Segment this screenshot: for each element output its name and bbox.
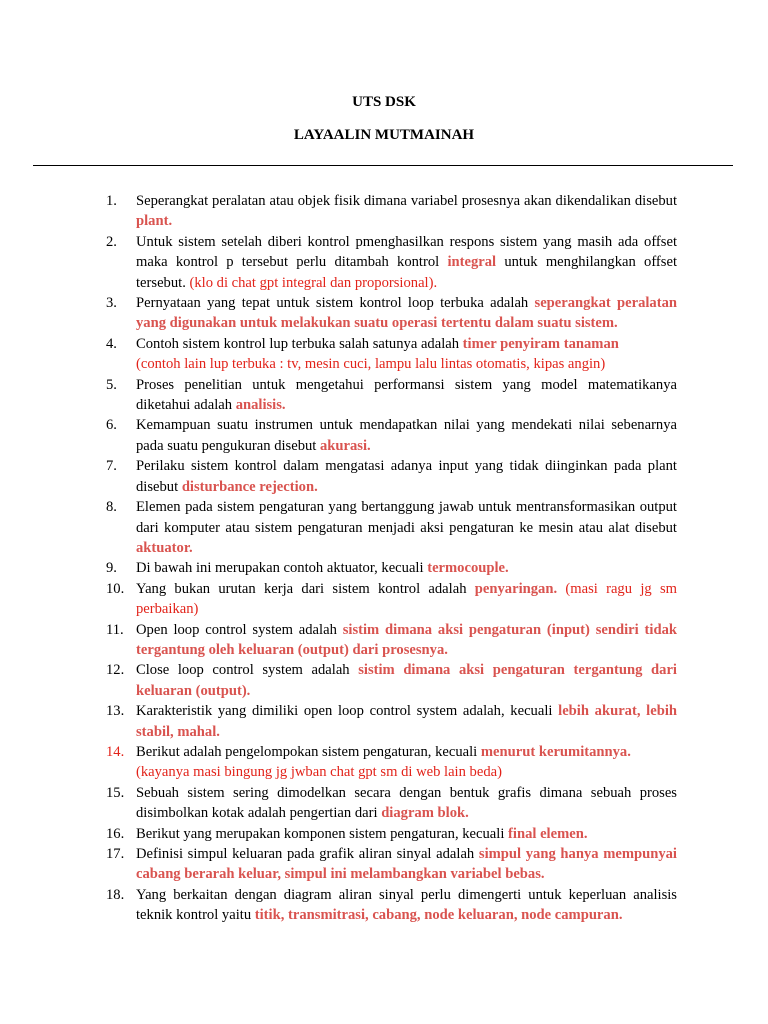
- document-title: UTS DSK: [352, 94, 416, 110]
- question-text: Seperangkat peralatan atau objek fisik dimana variabel prosesnya akan dikendalikan disebut: [136, 193, 677, 209]
- question-text: Definisi simpul keluaran pada grafik aliran sinyal adalah: [136, 846, 479, 862]
- list-item: [106, 620, 677, 661]
- list-item: [106, 293, 677, 334]
- answer-text: plant.: [136, 213, 173, 230]
- answer-text: aktuator.: [136, 539, 193, 556]
- item-number: 15.: [106, 784, 125, 801]
- item-number: 9.: [106, 560, 117, 577]
- question-text: Pernyataan yang tepat untuk sistem kontrol loop terbuka adalah: [136, 295, 535, 312]
- question-text: Untuk sistem setelah diberi kontrol pmenghasilkan respons sistem yang masih ada offset maka kontrol p tersebut perlu ditambah kontrol: [136, 233, 677, 271]
- list-item: [106, 375, 677, 416]
- question-text: Kemampuan suatu instrumen untuk mendapatkan nilai yang mendekati nilai sebenarnya pada suatu pengukuran disebut: [136, 417, 677, 454]
- answer-text: termocouple.: [427, 560, 509, 577]
- question-text: Open loop control system adalah: [136, 621, 343, 638]
- list-item: [106, 334, 677, 375]
- item-number: 4.: [106, 335, 117, 352]
- list-item: [106, 701, 677, 742]
- list-item: [106, 742, 677, 783]
- list-item: [106, 660, 677, 701]
- list-item: [106, 783, 677, 824]
- item-number: 12.: [106, 662, 125, 679]
- note-text: (klo di chat gpt integral dan proporsional).: [189, 274, 438, 291]
- item-number: 13.: [106, 703, 125, 720]
- item-number: 8.: [106, 499, 117, 516]
- answer-text: seperangkat peralatan yang digunakan untuk melakukan suatu operasi tertentu dalam suatu sistem.: [136, 295, 677, 332]
- answer-text: sistim dimana aksi pengaturan (input) sendiri tidak tergantung oleh keluaran (output) dari prosesnya.: [136, 621, 677, 658]
- answer-text: sistim dimana aksi pengaturan tergantung dari keluaran (output).: [136, 662, 677, 699]
- question-text: untuk menghilangkan offset tersebut.: [136, 254, 677, 291]
- list-item: [106, 497, 677, 558]
- item-number: 17.: [106, 846, 125, 862]
- question-text: Di bawah ini merupakan contoh aktuator, kecuali: [136, 560, 428, 577]
- item-number: 14.: [106, 743, 125, 760]
- item-number: 11.: [106, 621, 124, 638]
- answer-text: penyaringan.: [474, 580, 558, 597]
- document-author: LAYAALIN MUTMAINAH: [293, 127, 475, 143]
- question-text: Perilaku sistem kontrol dalam mengatasi adanya input yang tidak diinginkan pada plant disebut: [136, 458, 677, 495]
- item-number: 7.: [106, 458, 117, 475]
- question-text: Berikut yang merupakan komponen sistem pengaturan, kecuali: [136, 825, 509, 842]
- item-number: 6.: [106, 417, 117, 434]
- answer-text: akurasi.: [320, 437, 371, 454]
- item-number: 2.: [106, 233, 117, 250]
- list-item: [106, 579, 677, 620]
- answer-text: lebih akurat, lebih stabil, mahal.: [136, 703, 677, 740]
- question-list: [106, 191, 677, 926]
- answer-text: menurut kerumitannya.: [480, 743, 631, 760]
- question-text: Berikut adalah pengelompokan sistem pengaturan, kecuali: [136, 743, 481, 760]
- answer-text: timer penyiram tanaman: [462, 335, 619, 352]
- answer-text: final elemen.: [508, 825, 588, 842]
- question-text: Sebuah sistem sering dimodelkan secara dengan bentuk grafis dimana sebuah proses disimbolkan kotak adalah pengertian dari: [136, 784, 677, 822]
- list-item: [106, 885, 677, 926]
- list-item: [106, 558, 677, 578]
- list-item: [106, 456, 677, 497]
- note-text: (masi ragu jg sm perbaikan): [136, 580, 677, 618]
- question-text: Close loop control system adalah: [136, 662, 359, 679]
- answer-text: analisis.: [235, 397, 286, 414]
- item-number: 16.: [106, 825, 125, 842]
- question-text: Elemen pada sistem pengaturan yang bertanggung jawab untuk mentransformasikan output dari komputer atau sistem pengaturan menjadi aksi pengaturan ke mesin atau alat disebut: [136, 499, 677, 536]
- list-item: [106, 232, 677, 293]
- question-text: Karakteristik yang dimiliki open loop control system adalah, kecuali: [136, 703, 559, 720]
- item-number: 1.: [106, 193, 117, 209]
- question-text: Proses penelitian untuk mengetahui performansi sistem yang model matematikanya diketahui adalah: [136, 376, 677, 414]
- item-number: 10.: [106, 580, 125, 597]
- question-text: Contoh sistem kontrol lup terbuka salah satunya adalah: [136, 335, 463, 352]
- list-item: [106, 191, 677, 232]
- list-item: [106, 844, 677, 885]
- question-text: Yang bukan urutan kerja dari sistem kontrol adalah: [136, 580, 475, 597]
- item-number: 5.: [106, 376, 117, 393]
- item-number: 18.: [106, 886, 125, 903]
- question-text: Yang berkaitan dengan diagram aliran sinyal perlu dimengerti untuk keperluan analisis teknik kontrol yaitu: [136, 886, 677, 924]
- horizontal-divider: [33, 165, 733, 166]
- list-item: [106, 824, 677, 844]
- list-item: [106, 415, 677, 456]
- note-text: (kayanya masi bingung jg jwban chat gpt sm di web lain beda): [136, 764, 502, 781]
- answer-text: integral: [447, 254, 497, 271]
- answer-text: titik, transmitrasi, cabang, node keluaran, node campuran.: [254, 907, 623, 924]
- answer-text: disturbance rejection.: [181, 478, 318, 495]
- answer-text: simpul yang hanya mempunyai cabang berarah keluar, simpul ini melambangkan variabel bebas.: [136, 846, 677, 883]
- note-text: (contoh lain lup terbuka : tv, mesin cuci, lampu lalu lintas otomatis, kipas angin): [136, 356, 606, 373]
- answer-text: diagram blok.: [381, 805, 469, 822]
- item-number: 3.: [106, 295, 117, 312]
